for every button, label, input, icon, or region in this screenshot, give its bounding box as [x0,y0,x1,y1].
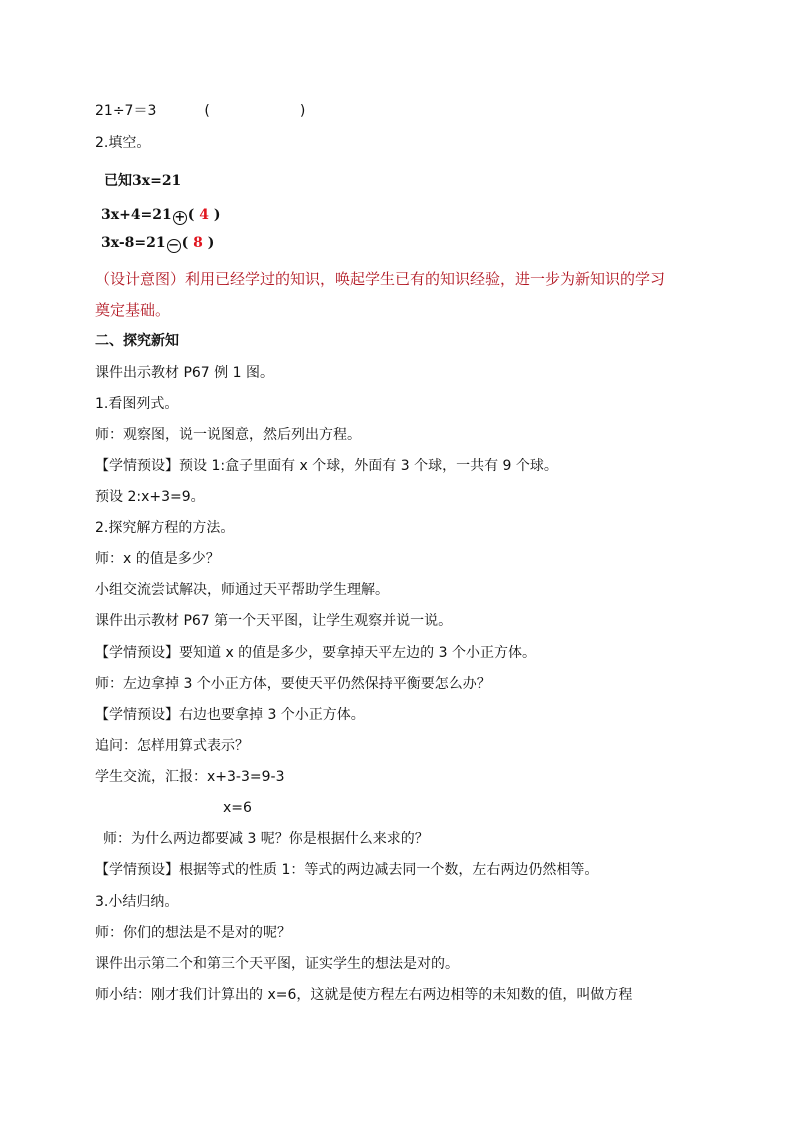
paragraph-12: 【学情预设】右边也要拿掉 3 个小正方体。 [95,707,365,723]
minus-circle-icon: − [168,238,180,253]
equation-2-paren-close: ) [207,235,215,251]
fill-equation-2 [101,233,214,253]
paragraph-21: 师小结：刚才我们计算出的 x=6，这就是使方程左右两边相等的未知数的值，叫做方程 [95,987,633,1003]
paragraph-2: 1.看图列式。 [95,396,179,412]
known-equation: 已知3x=21 [104,173,182,189]
paragraph-1: 课件出示教材 P67 例 1 图。 [95,365,274,381]
equation-2-paren-open: ( [181,235,189,251]
paragraph-8: 小组交流尝试解决，师通过天平帮助学生理解。 [95,582,389,598]
paragraph-14: 学生交流，汇报：x+3-3=9-3 [95,769,285,785]
exercise-line-division [95,101,305,121]
paragraph-11: 师：左边拿掉 3 个小正方体，要使天平仍然保持平衡要怎么办？ [95,676,491,692]
paragraph-3: 师：观察图，说一说图意，然后列出方程。 [95,427,361,443]
fill-blank-heading: 2.填空。 [95,135,151,151]
equation-1-answer: 4 [199,207,210,223]
paragraph-19: 师：你们的想法是不是对的呢？ [95,925,291,941]
section-title: 二、探究新知 [95,333,179,349]
paragraph-18: 3.小结归纳。 [95,894,179,910]
answer-paren-close: ) [299,103,306,119]
paragraph-15: x=6 [223,800,252,816]
paragraph-10: 【学情预设】要知道 x 的值是多少，要拿掉天平左边的 3 个小正方体。 [95,645,536,661]
paragraph-13: 追问：怎样用算式表示？ [95,738,249,754]
plus-circle-icon: + [174,210,186,225]
equation-1-paren-open: ( [187,207,195,223]
paragraph-6: 2.探究解方程的方法。 [95,520,235,536]
equation-1-paren-close: ) [213,207,221,223]
paragraph-20: 课件出示第二个和第三个天平图，证实学生的想法是对的。 [95,956,459,972]
equation-2-left: 3x-8=21 [101,235,166,251]
fill-equation-1 [101,205,221,225]
paragraph-9: 课件出示教材 P67 第一个天平图，让学生观察并说一说。 [95,613,453,629]
equation-2-answer: 8 [193,235,203,251]
paragraph-16: 师：为什么两边都要减 3 呢？你是根据什么来求的？ [103,831,429,847]
paragraph-17: 【学情预设】根据等式的性质 1：等式的两边减去同一个数，左右两边仍然相等。 [95,862,599,878]
paragraph-5: 预设 2:x+3=9。 [95,489,205,505]
design-intent-line-1: （设计意图）利用已经学过的知识，唤起学生已有的知识经验，进一步为新知识的学习 [95,270,666,288]
design-intent-line-2: 奠定基础。 [95,301,171,319]
answer-paren-open: ( [204,103,210,119]
paragraph-7: 师：x 的值是多少？ [95,551,220,567]
paragraph-4: 【学情预设】预设 1:盒子里面有 x 个球，外面有 3 个球，一共有 9 个球。 [95,458,558,474]
equation-1-left: 3x+4=21 [101,207,172,223]
division-equation: 21÷7＝3 [95,103,157,119]
